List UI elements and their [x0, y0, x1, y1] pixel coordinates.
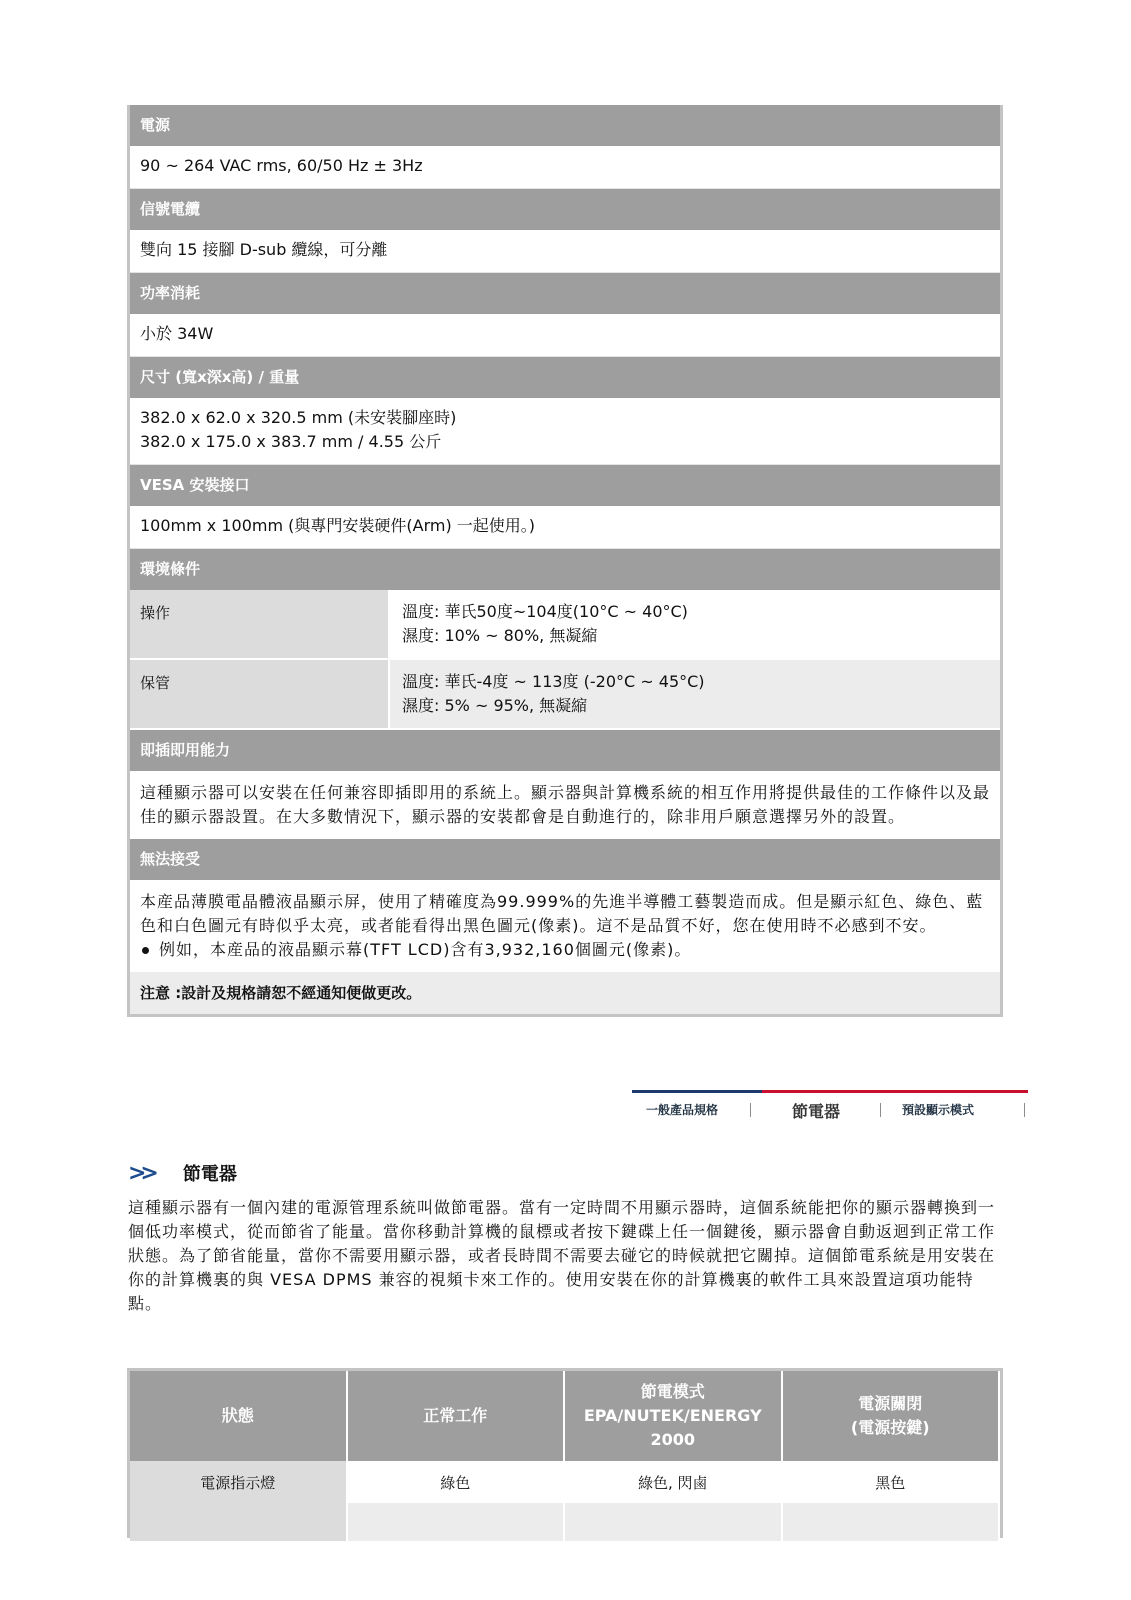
tab-separator [880, 1103, 881, 1117]
col-status: 狀態 [130, 1371, 348, 1461]
empty-cell [130, 1503, 348, 1541]
spec-table [127, 105, 1003, 1017]
dimensions-value [130, 398, 1000, 465]
environment-header: 環境條件 [130, 549, 1000, 590]
tab-separator [750, 1103, 751, 1117]
col-off-line-1: 電源關閉 [858, 1394, 923, 1413]
col-saving [565, 1371, 783, 1461]
pixel-bullet-item [140, 938, 990, 962]
env-storage-temp: 溫度: 華氏-4度 ~ 113度 (-20°C ~ 45°C) [402, 672, 705, 691]
env-storage-row [130, 660, 1000, 730]
consumption-header: 功率消耗 [130, 273, 1000, 314]
env-operating-humidity: 濕度: 10% ~ 80%, 無凝縮 [402, 626, 598, 645]
section-heading [128, 1160, 237, 1186]
consumption-value: 小於 34W [130, 314, 1000, 357]
env-storage-values [390, 660, 1000, 728]
pixel-header: 無法接受 [130, 839, 1000, 880]
tab-separator [1024, 1103, 1025, 1117]
row-indicator-normal: 綠色 [348, 1461, 566, 1503]
env-operating-label: 操作 [130, 590, 390, 658]
col-off-line-2: (電源按鍵) [850, 1418, 930, 1437]
power-mode-table [127, 1368, 1003, 1538]
row-indicator-saving: 綠色, 閃鹵 [565, 1461, 783, 1503]
empty-cell [348, 1503, 566, 1541]
pixel-section [130, 880, 1000, 972]
env-operating-temp: 溫度: 華氏50度~104度(10°C ~ 40°C) [402, 602, 688, 621]
tab-general-specs[interactable]: 一般產品規格 [646, 1103, 719, 1117]
env-operating-values [390, 590, 1000, 658]
vesa-value: 100mm x 100mm (與專門安裝硬件(Arm) 一起使用。) [130, 506, 1000, 549]
col-off [783, 1371, 1001, 1461]
active-tab-underline [762, 1090, 1028, 1093]
col-normal: 正常工作 [348, 1371, 566, 1461]
double-chevron-icon: >> [128, 1160, 153, 1186]
bullet-dot-icon [142, 947, 149, 954]
col-saving-line-2: EPA/NUTEK/ENERGY 2000 [583, 1406, 762, 1449]
spec-note: 注意 :設計及規格請恕不經通知便做更改。 [130, 972, 1000, 1014]
row-indicator-off: 黑色 [783, 1461, 1001, 1503]
power-value: 90 ~ 264 VAC rms, 60/50 Hz ± 3Hz [130, 146, 1000, 189]
env-storage-humidity: 濕度: 5% ~ 95%, 無凝縮 [402, 696, 588, 715]
dimensions-line-2: 382.0 x 175.0 x 383.7 mm / 4.55 公斤 [140, 432, 442, 451]
pnp-header: 即插即用能力 [130, 730, 1000, 771]
cable-value: 雙向 15 接腳 D-sub 纜線，可分離 [130, 230, 1000, 273]
row-indicator-label: 電源指示燈 [130, 1461, 348, 1503]
cable-header: 信號電纜 [130, 189, 1000, 230]
section-tabs [632, 1090, 1028, 1127]
empty-cell [783, 1503, 1001, 1541]
section-title: 節電器 [182, 1164, 237, 1185]
pixel-text: 本産品薄膜電晶體液晶顯示屏，使用了精確度為99.999%的先進半導體工藝製造而成。但是顯示紅色、綠色、藍色和白色圖元有時似乎太亮，或者能看得出黑色圖元(像素)。這不是品質不好，您在使用時不必感到不安。 [140, 892, 984, 935]
tab-powersaver[interactable]: 節電器 [792, 1102, 841, 1121]
power-header: 電源 [130, 105, 1000, 146]
dimensions-header: 尺寸 (寬x深x高) / 重量 [130, 357, 1000, 398]
env-storage-label: 保管 [130, 660, 390, 728]
tab-preset-modes[interactable]: 預設顯示模式 [902, 1103, 975, 1117]
vesa-header: VESA 安裝接口 [130, 465, 1000, 506]
col-saving-line-1: 節電模式 [640, 1382, 705, 1401]
pixel-bullet-text: 例如，本産品的液晶顯示幕(TFT LCD)含有3,932,160個圖元(像素)。 [159, 940, 692, 959]
section-intro: 這種顯示器有一個內建的電源管理系統叫做節電器。當有一定時間不用顯示器時，這個系統能把你的顯示器轉換到一個低功率模式，從而節省了能量。當你移動計算機的鼠標或者按下鍵碟上任一個鍵後，顯示器會自動返迴到正常工作狀態。為了節省能量，當你不需要用顯示器，或者長時間不需要去碰它的時候就把它關掉。這個節電系統是用安裝在你的計算機裏的與 VESA DPMS 兼容的視頻卡來工作的。使用安裝在你的計算機裏的軟件工具來設置這項功能特點。 [128, 1198, 996, 1313]
dimensions-line-1: 382.0 x 62.0 x 320.5 mm (未安裝腳座時) [140, 408, 457, 427]
empty-cell [565, 1503, 783, 1541]
env-operating-row [130, 590, 1000, 660]
pnp-text: 這種顯示器可以安裝在任何兼容即插即用的系統上。顯示器與計算機系統的相互作用將提供最佳的工作條件以及最佳的顯示器設置。在大多數情況下，顯示器的安裝都會是自動進行的，除非用戶願意選擇另外的設置。 [130, 771, 1000, 839]
